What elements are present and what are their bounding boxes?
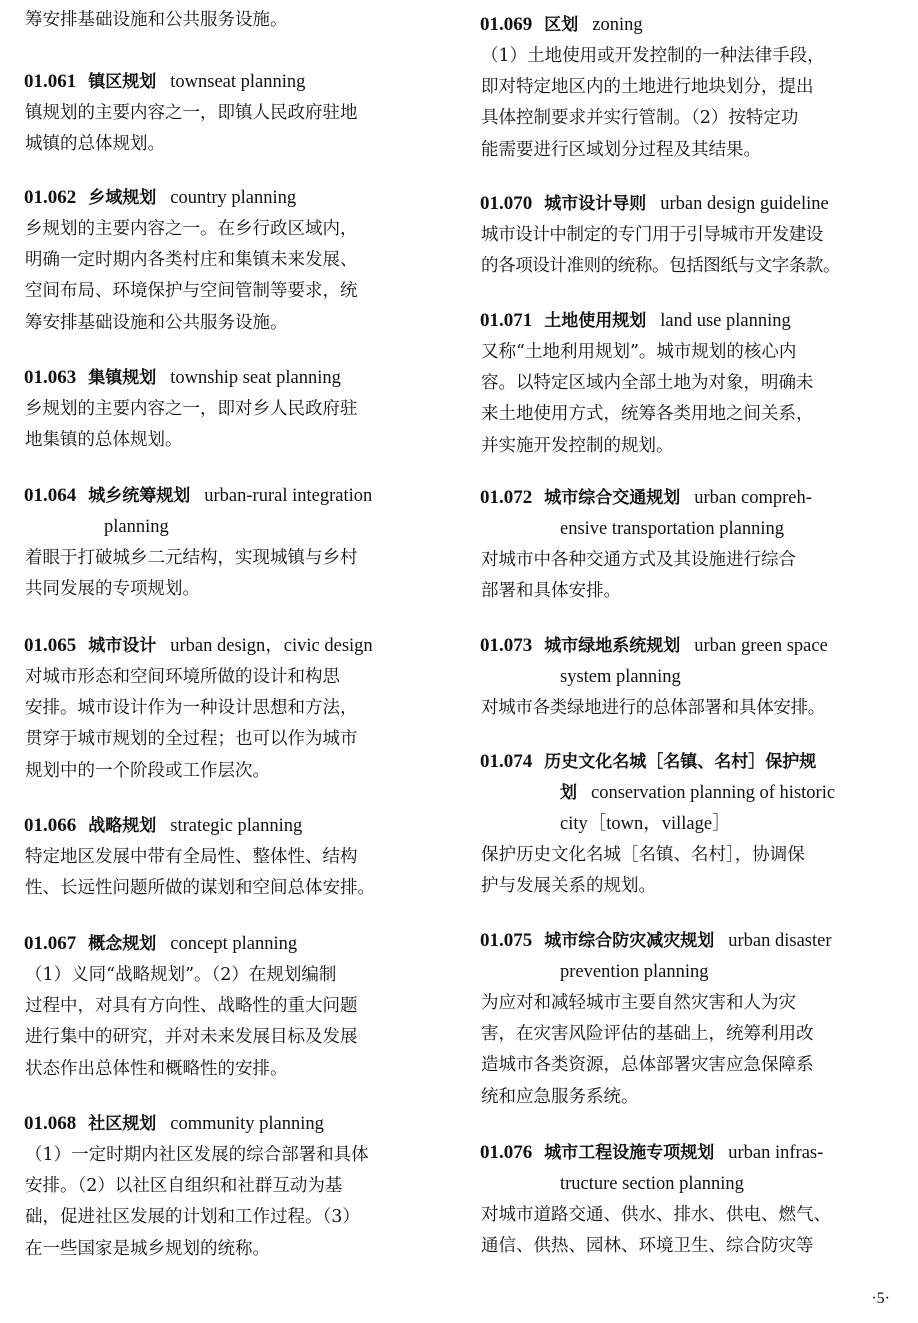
entry-heading-continued <box>24 512 442 543</box>
text-line: （1）土地使用或开发控制的一种法律手段， <box>481 46 825 66</box>
entry-heading <box>24 182 442 214</box>
entry-term: 乡域规划 <box>88 188 157 208</box>
entry-heading <box>480 188 898 220</box>
entry-english: urban design guideline <box>660 194 829 214</box>
text-line: 能需要进行区域划分过程及其结果。 <box>481 139 761 160</box>
entry-term: 社区规划 <box>88 1114 157 1134</box>
text-line: 在一些国家是城乡规划的统称。 <box>25 1238 270 1259</box>
text-line: 状态作出总体性和概略性的安排。 <box>25 1058 288 1079</box>
text-line: 具体控制要求并实行管制。（2）按特定功 <box>481 108 799 129</box>
entry-01-061 <box>24 66 442 160</box>
entry-heading <box>480 482 898 514</box>
entry-english: urban disaster <box>728 931 832 951</box>
entry-english: city［town，village］ <box>560 814 731 834</box>
entry-english: urban infras- <box>728 1143 824 1163</box>
text-line: 明确一定时期内各类村庄和集镇未来发展、 <box>25 250 358 271</box>
entry-term: 城乡统筹规划 <box>88 486 191 506</box>
entry-heading <box>24 66 442 98</box>
entry-01-063 <box>24 362 442 456</box>
text-line: 即对特定地区内的土地进行地块划分，提出 <box>481 77 814 98</box>
entry-01-073 <box>480 630 898 724</box>
entry-english: urban-rural integration <box>204 486 373 506</box>
entry-english: townseat planning <box>170 72 306 92</box>
entry-01-075 <box>480 925 898 1113</box>
entry-english: urban green space <box>694 636 828 656</box>
entry-number: 01.069 <box>480 14 533 35</box>
entry-number: 01.062 <box>24 187 77 208</box>
entry-01-071 <box>480 305 898 462</box>
entry-heading <box>24 362 442 394</box>
entry-english: tructure section planning <box>560 1174 744 1194</box>
entry-english: strategic planning <box>170 816 303 836</box>
entry-01-069 <box>480 9 898 166</box>
entry-number: 01.061 <box>24 71 77 92</box>
entry-number: 01.076 <box>480 1142 533 1163</box>
entry-heading <box>24 480 442 512</box>
entry-english: concept planning <box>170 934 298 954</box>
entry-heading <box>24 928 442 960</box>
text-line: 害，在灾害风险评估的基础上，统筹利用改 <box>481 1024 814 1045</box>
text-line: 规划中的一个阶段或工作层次。 <box>25 760 270 781</box>
entry-english: land use planning <box>660 311 791 331</box>
entry-heading-continued <box>480 1169 898 1200</box>
entry-number: 01.065 <box>24 635 77 656</box>
text-line: 护与发展关系的规划。 <box>481 876 656 897</box>
entry-term: 城市工程设施专项规划 <box>544 1143 715 1163</box>
text-line: 共同发展的专项规划。 <box>25 579 200 600</box>
entry-term: 战略规划 <box>88 816 157 836</box>
entry-term: 历史文化名城［名镇、名村］保护规 <box>544 752 817 772</box>
entry-term: 城市设计导则 <box>544 194 647 214</box>
text-line: 础，促进社区发展的计划和工作过程。（3） <box>25 1207 360 1228</box>
entry-number: 01.075 <box>480 930 533 951</box>
entry-english: township seat planning <box>170 368 341 388</box>
text-line: 贯穿于城市规划的全过程；也可以作为城市 <box>25 729 358 750</box>
entry-english: planning <box>104 517 169 537</box>
entry-term: 区划 <box>544 15 579 35</box>
entry-term: 城市综合交通规划 <box>544 488 681 508</box>
text-line: 筹安排基础设施和公共服务设施。 <box>25 10 288 30</box>
entry-number: 01.064 <box>24 485 77 506</box>
entry-01-070 <box>480 188 898 282</box>
entry-01-074 <box>480 746 898 902</box>
text-line: 对城市道路交通、供水、排水、供电、燃气、 <box>481 1205 831 1225</box>
entry-heading-continued <box>480 778 898 809</box>
entry-term: 划 <box>560 783 577 803</box>
entry-heading <box>24 810 442 842</box>
entry-heading <box>480 9 898 41</box>
entry-01-066 <box>24 810 442 904</box>
text-line: 性、长远性问题所做的谋划和空间总体安排。 <box>25 878 375 899</box>
entry-01-076 <box>480 1137 898 1262</box>
entry-heading-continued <box>480 514 898 545</box>
entry-english: country planning <box>170 188 297 208</box>
entry-number: 01.068 <box>24 1113 77 1134</box>
text-line: 对城市各类绿地进行的总体部署和具体安排。 <box>481 698 825 718</box>
text-line: 对城市形态和空间环境所做的设计和构思 <box>25 667 340 687</box>
entry-number: 01.066 <box>24 815 77 836</box>
page-number: ·5· <box>871 1290 890 1307</box>
entry-heading <box>480 630 898 662</box>
text-line: 部署和具体安排。 <box>481 581 621 602</box>
text-line: 为应对和减轻城市主要自然灾害和人为灾 <box>481 993 796 1013</box>
text-line: 对城市中各种交通方式及其设施进行综合 <box>481 550 796 570</box>
entry-term: 土地使用规划 <box>544 311 647 331</box>
entry-01-067 <box>24 928 442 1085</box>
text-line: 保护历史文化名城［名镇、名村］，协调保 <box>481 845 805 865</box>
text-line: 来土地使用方式，统筹各类用地之间关系， <box>481 404 814 425</box>
text-line: 乡规划的主要内容之一。在乡行政区域内， <box>25 219 358 239</box>
entry-heading-continued <box>480 662 898 693</box>
entry-heading <box>24 1108 442 1140</box>
text-line: （1）一定时期内社区发展的综合部署和具体 <box>25 1145 369 1165</box>
entry-english: urban compreh- <box>694 488 812 508</box>
text-line: 筹安排基础设施和公共服务设施。 <box>25 312 288 333</box>
entry-01-064 <box>24 480 442 605</box>
entry-heading <box>480 305 898 337</box>
entry-term: 城市设计 <box>88 636 157 656</box>
entry-term: 城市绿地系统规划 <box>544 636 681 656</box>
entry-english: conservation planning of historic <box>591 783 836 803</box>
text-line: 又称“土地利用规划”。城市规划的核心内 <box>481 342 797 362</box>
entry-number: 01.063 <box>24 367 77 388</box>
entry-english: system planning <box>560 667 681 687</box>
entry-term: 镇区规划 <box>88 72 157 92</box>
text-line: 造城市各类资源，总体部署灾害应急保障系 <box>481 1055 814 1076</box>
entry-heading <box>24 630 442 662</box>
text-line: 城市设计中制定的专门用于引导城市开发建设 <box>481 225 823 245</box>
entry-number: 01.067 <box>24 933 77 954</box>
entry-01-068 <box>24 1108 442 1265</box>
text-line: 进行集中的研究，并对未来发展目标及发展 <box>25 1027 358 1048</box>
text-line: 地集镇的总体规划。 <box>25 430 183 451</box>
continuation-text <box>24 5 442 36</box>
text-line: 容。以特定区域内全部土地为对象，明确未 <box>481 373 814 394</box>
entry-01-062 <box>24 182 442 339</box>
text-line: 并实施开发控制的规划。 <box>481 435 674 456</box>
text-line: 空间布局、环境保护与空间管制等要求，统 <box>25 281 358 302</box>
entry-number: 01.074 <box>480 751 533 772</box>
text-line: 安排。（2）以社区自组织和社群互动为基 <box>25 1176 343 1197</box>
text-line: （1）义同“战略规划”。（2）在规划编制 <box>25 965 337 985</box>
entry-english: ensive transportation planning <box>560 519 785 539</box>
entry-number: 01.072 <box>480 487 533 508</box>
entry-01-072 <box>480 482 898 607</box>
entry-heading <box>480 746 898 778</box>
text-line: 乡规划的主要内容之一，即对乡人民政府驻 <box>25 399 358 419</box>
entry-number: 01.073 <box>480 635 533 656</box>
text-line: 统和应急服务系统。 <box>481 1086 639 1107</box>
entry-english: urban design，civic design <box>170 636 373 656</box>
entry-heading <box>480 925 898 957</box>
entry-number: 01.071 <box>480 310 533 331</box>
entry-english: prevention planning <box>560 962 709 982</box>
entry-heading-continued <box>480 809 898 840</box>
text-line: 安排。城市设计作为一种设计思想和方法， <box>25 698 358 719</box>
text-line: 镇规划的主要内容之一，即镇人民政府驻地 <box>25 103 358 123</box>
text-line: 城镇的总体规划。 <box>25 134 165 155</box>
entry-english: zoning <box>592 15 643 35</box>
entry-01-065 <box>24 630 442 787</box>
entry-english: community planning <box>170 1114 324 1134</box>
entry-heading-continued <box>480 957 898 988</box>
text-line: 过程中，对具有方向性、战略性的重大问题 <box>25 996 358 1017</box>
entry-term: 集镇规划 <box>88 368 157 388</box>
text-line: 着眼于打破城乡二元结构，实现城镇与乡村 <box>25 548 358 568</box>
text-line: 通信、供热、园林、环境卫生、综合防灾等 <box>481 1236 814 1257</box>
entry-term: 概念规划 <box>88 934 157 954</box>
text-line: 特定地区发展中带有全局性、整体性、结构 <box>25 847 358 867</box>
entry-number: 01.070 <box>480 193 533 214</box>
entry-term: 城市综合防灾减灾规划 <box>544 931 715 951</box>
text-line: 的各项设计准则的统称。包括图纸与文字条款。 <box>481 256 841 277</box>
entry-heading <box>480 1137 898 1169</box>
